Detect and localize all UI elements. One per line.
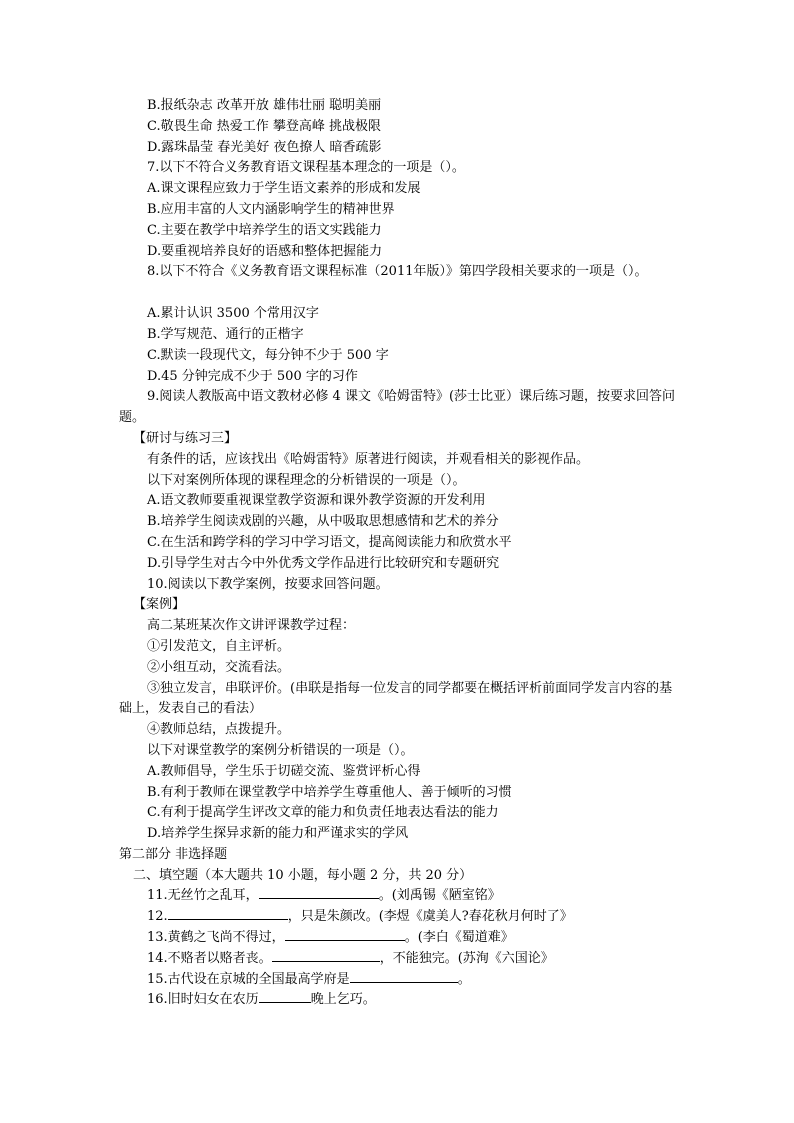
fill-question-16 bbox=[0, 990, 794, 1011]
section-two-heading: 二、填空题（本大题共 10 小题，每小题 2 分，共 20 分） bbox=[133, 867, 473, 883]
part-two-heading: 第二部分 非选择题 bbox=[119, 846, 228, 862]
case-step-3: ③独立发言，串联评价。(串联是指每一位发言的同学都要在概括评析前面同学发言内容的基础上，发表自己的看法） bbox=[119, 680, 673, 717]
fill-15-suffix: 。 bbox=[457, 971, 471, 987]
question-7: 7.以下不符合义务教育语文课程基本理念的一项是（）。 bbox=[147, 160, 465, 176]
question-10-option-d: D.培养学生探异求新的能力和严谨求实的学风 bbox=[147, 826, 409, 842]
fill-16-prefix: 16.旧时妇女在农历 bbox=[147, 992, 259, 1008]
question-9-option-b: B.培养学生阅读戏剧的兴趣，从中吸取思想感情和艺术的养分 bbox=[147, 514, 499, 530]
question-9-option-a: A.语文教师要重视课堂教学资源和课外教学资源的开发利用 bbox=[147, 493, 486, 509]
question-10-heading: 【案例】 bbox=[133, 597, 186, 613]
case-step-1: ①引发范文，自主评析。 bbox=[147, 638, 291, 654]
answer-blank[interactable] bbox=[259, 990, 311, 1003]
fill-14-suffix: ，不能独完。(苏洵《六国论》 bbox=[379, 950, 554, 966]
question-9-option-c: C.在生活和跨学科的学习中学习语文，提高阅读能力和欣赏水平 bbox=[147, 534, 512, 550]
question-9: 9.阅读人教版高中语文教材必修 4 课文《哈姆雷特》(莎士比亚）课后练习题，按要求回答问题。 bbox=[119, 389, 676, 426]
answer-blank[interactable] bbox=[259, 886, 379, 899]
fill-question-15 bbox=[0, 970, 794, 991]
option-line: C.敬畏生命 热爱工作 攀登高峰 挑战极限 bbox=[147, 118, 382, 134]
fill-16-suffix: 晚上乞巧。 bbox=[310, 992, 376, 1008]
question-9-heading: 【研讨与练习三】 bbox=[133, 430, 238, 446]
question-8-option-c: C.默读一段现代文，每分钟不少于 500 字 bbox=[147, 347, 389, 363]
question-10-passage: 高二某班某次作文讲评课教学过程： bbox=[147, 618, 356, 634]
option-line: D.露珠晶莹 春光美好 夜色撩人 暗香疏影 bbox=[147, 139, 382, 155]
question-8-option-d: D.45 分钟完成不少于 500 字的习作 bbox=[147, 368, 358, 384]
fill-11-prefix: 11.无丝竹之乱耳， bbox=[147, 888, 259, 904]
fill-question-12 bbox=[0, 907, 794, 928]
answer-blank[interactable] bbox=[285, 928, 405, 941]
question-8: 8.以下不符合《义务教育语文课程标准（2011年版）》第四学段相关要求的一项是（）。 bbox=[147, 264, 648, 280]
answer-blank[interactable] bbox=[350, 970, 458, 983]
question-9-passage: 有条件的话，应该找出《哈姆雷特》原著进行阅读，并观看相关的影视作品。 bbox=[147, 451, 590, 467]
question-8-option-a: A.累计认识 3500 个常用汉字 bbox=[147, 306, 319, 322]
question-7-option-c: C.主要在教学中培养学生的语文实践能力 bbox=[147, 222, 382, 238]
case-step-4: ④教师总结，点拨提升。 bbox=[147, 722, 291, 738]
fill-question-14 bbox=[0, 949, 794, 970]
fill-question-13 bbox=[0, 928, 794, 949]
question-10-option-c: C.有利于提高学生评改文章的能力和负责任地表达看法的能力 bbox=[147, 805, 499, 821]
question-9-option-d: D.引导学生对古今中外优秀文学作品进行比较研究和专题研究 bbox=[147, 555, 500, 571]
answer-blank[interactable] bbox=[272, 949, 380, 962]
answer-blank[interactable] bbox=[168, 907, 288, 920]
fill-14-prefix: 14.不赂者以赂者丧。 bbox=[147, 950, 272, 966]
question-9-stem: 以下对案例所体现的课程理念的分析错误的一项是（）。 bbox=[147, 472, 466, 488]
question-10-option-b: B.有利于教师在课堂教学中培养学生尊重他人、善于倾听的习惯 bbox=[147, 784, 512, 800]
fill-15-prefix: 15.古代设在京城的全国最高学府是 bbox=[147, 971, 350, 987]
option-line: B.报纸杂志 改革开放 雄伟壮丽 聪明美丽 bbox=[147, 98, 382, 113]
question-10-stem: 以下对课堂教学的案例分析错误的一项是（）。 bbox=[147, 742, 414, 758]
question-10-option-a: A.教师倡导，学生乐于切磋交流、鉴赏评析心得 bbox=[147, 763, 421, 779]
document-page bbox=[0, 96, 794, 1011]
fill-12-suffix: ，只是朱颜改。(李煜《虞美人?春花秋月何时了》 bbox=[287, 909, 573, 925]
fill-13-suffix: 。(李白《蜀道难》 bbox=[404, 930, 514, 946]
question-8-option-b: B.学写规范、通行的正楷字 bbox=[147, 326, 304, 342]
fill-question-11 bbox=[0, 886, 794, 907]
question-7-option-b: B.应用丰富的人文内涵影响学生的精神世界 bbox=[147, 201, 395, 217]
case-step-2: ②小组互动，交流看法。 bbox=[147, 659, 291, 675]
question-7-option-d: D.要重视培养良好的语感和整体把握能力 bbox=[147, 243, 383, 259]
fill-12-prefix: 12. bbox=[147, 909, 168, 925]
fill-11-suffix: 。(刘禹锡《陋室铭》 bbox=[378, 888, 501, 904]
question-7-option-a: A.课文课程应致力于学生语文素养的形成和发展 bbox=[147, 181, 421, 197]
fill-13-prefix: 13.黄鹤之飞尚不得过， bbox=[147, 930, 285, 946]
question-10: 10.阅读以下教学案例，按要求回答问题。 bbox=[147, 576, 389, 592]
